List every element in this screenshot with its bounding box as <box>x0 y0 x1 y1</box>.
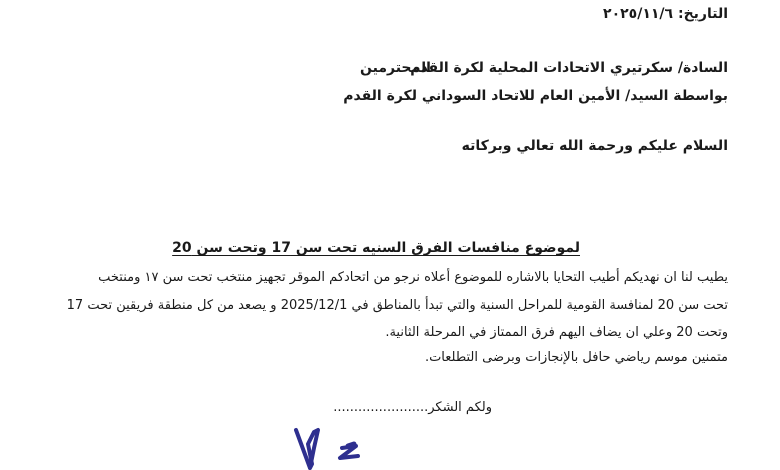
addressee-line-2: بواسطة السيد/ الأمين العام للاتحاد السوداني لكرة القدم <box>343 88 728 104</box>
body-line-3: وتحت 20 وعلي ان يضاف اليهم فرق الممتاز في المرحلة الثانية. <box>385 325 728 340</box>
body-line-4: متمنين موسم رياضي حافل بالإنجازات وبرضى التطلعات. <box>424 350 728 365</box>
signature-icon <box>278 424 388 470</box>
closing-thanks: ولكم الشكر....................... <box>333 400 492 415</box>
letter-date: التاريخ: ٢٠٢٥/١١/٦ <box>603 6 728 22</box>
body-line-1: يطيب لنا ان نهديكم أطيب التحايا بالاشاره للموضوع أعلاه نرجو من اتحادكم الموقر تجهيز منتخب تحت سن ١٧ ومنتخب <box>98 270 728 285</box>
addressee-line-1: السادة/ سكرتيري الاتحادات المحلية لكرة القدم <box>410 60 728 76</box>
body-line-2: تحت سن 20 لمنافسة القومية للمراحل السنية والتي تبدأ بالمناطق في 2025/12/1 و يصعد من كل منطقة فريقين تحت 17 <box>66 298 728 313</box>
subject-heading: لموضوع منافسات الفرق السنيه تحت سن 17 وتحت سن 20 <box>172 240 580 256</box>
addressee-honorific: المحترمين <box>360 60 431 76</box>
greeting: السلام عليكم ورحمة الله تعالي وبركاته <box>461 138 728 154</box>
